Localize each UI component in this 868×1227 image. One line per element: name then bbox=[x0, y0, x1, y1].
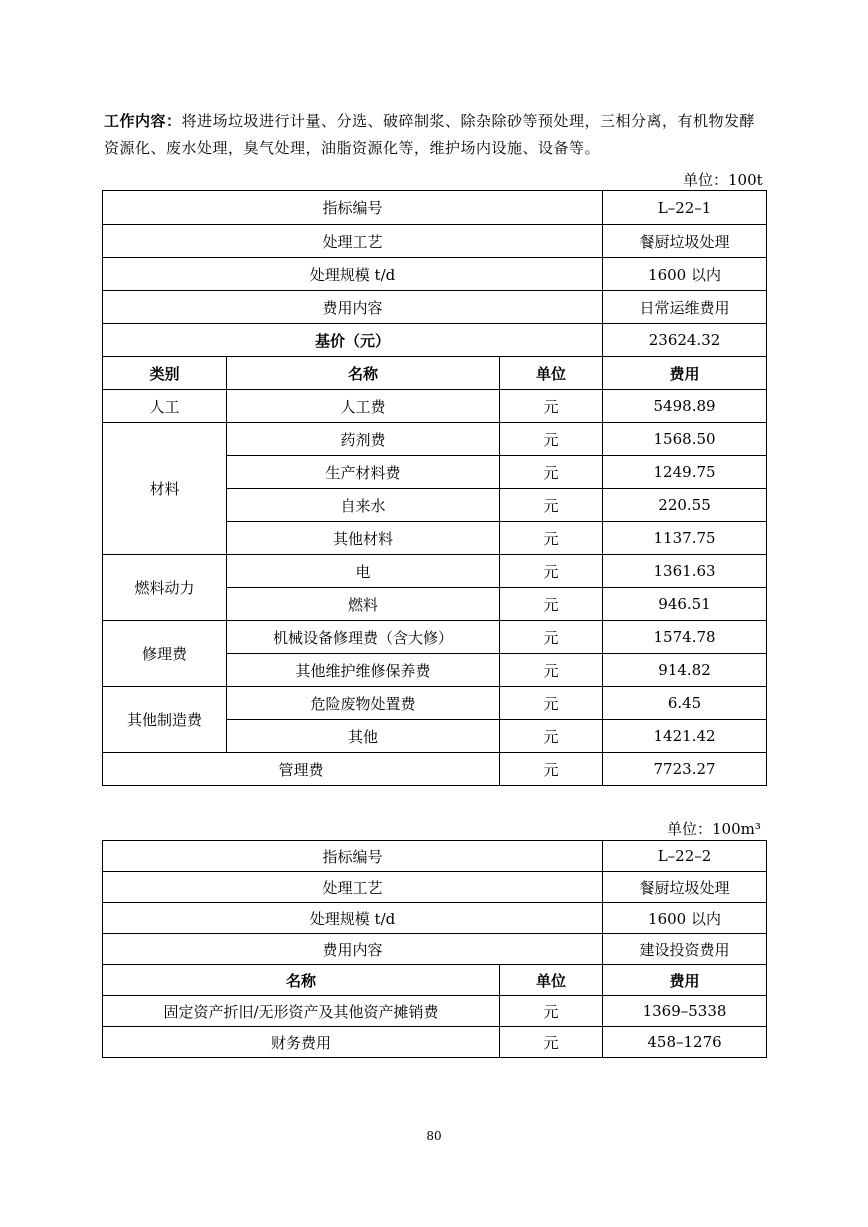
meta-label: 指标编号 bbox=[103, 191, 603, 225]
table1 bbox=[102, 190, 767, 786]
unit-cell: 元 bbox=[500, 522, 603, 555]
table2-meta-row bbox=[103, 934, 767, 965]
cost-cell: 1369–5338 bbox=[603, 996, 767, 1027]
table2-meta-row bbox=[103, 903, 767, 934]
meta-value: L–22–2 bbox=[603, 841, 767, 872]
name-cell: 其他 bbox=[227, 720, 500, 753]
category-cell: 其他制造费 bbox=[103, 687, 227, 753]
category-cell: 修理费 bbox=[103, 621, 227, 687]
unit-cell: 元 bbox=[500, 1027, 603, 1058]
table2-unit: 单位：100m³ bbox=[667, 820, 761, 838]
unit-cell: 元 bbox=[500, 753, 603, 786]
table-row bbox=[103, 423, 767, 456]
cost-cell: 6.45 bbox=[603, 687, 767, 720]
table-row bbox=[103, 996, 767, 1027]
cost-cell: 946.51 bbox=[603, 588, 767, 621]
meta-value: 餐厨垃圾处理 bbox=[603, 872, 767, 903]
name-cell: 电 bbox=[227, 555, 500, 588]
header-name: 名称 bbox=[227, 357, 500, 390]
unit-cell: 元 bbox=[500, 555, 603, 588]
name-cell: 财务费用 bbox=[103, 1027, 500, 1058]
unit-cell: 元 bbox=[500, 621, 603, 654]
table1-unit: 单位：100t bbox=[683, 171, 763, 189]
name-cell: 燃料 bbox=[227, 588, 500, 621]
table2-meta-row bbox=[103, 872, 767, 903]
table1-meta-row bbox=[103, 291, 767, 324]
category-cell: 燃料动力 bbox=[103, 555, 227, 621]
management-label: 管理费 bbox=[103, 753, 500, 786]
header-unit: 单位 bbox=[500, 357, 603, 390]
cost-cell: 1361.63 bbox=[603, 555, 767, 588]
name-cell: 生产材料费 bbox=[227, 456, 500, 489]
name-cell: 其他维护维修保养费 bbox=[227, 654, 500, 687]
table1-meta-row bbox=[103, 225, 767, 258]
cost-cell: 1249.75 bbox=[603, 456, 767, 489]
cost-cell: 5498.89 bbox=[603, 390, 767, 423]
table1-management-row bbox=[103, 753, 767, 786]
work-content-paragraph bbox=[104, 108, 768, 162]
meta-label: 费用内容 bbox=[103, 291, 603, 324]
base-price-value: 23624.32 bbox=[603, 324, 767, 357]
meta-value: 日常运维费用 bbox=[603, 291, 767, 324]
table-row bbox=[103, 621, 767, 654]
table1-meta-row bbox=[103, 258, 767, 291]
work-content-text: 将进场垃圾进行计量、分选、破碎制浆、除杂除砂等预处理，三相分离，有机物发酵资源化、废水处理，臭气处理，油脂资源化等，维护场内设施、设备等。 bbox=[104, 112, 756, 157]
category-cell: 材料 bbox=[103, 423, 227, 555]
meta-label: 处理规模 t/d bbox=[103, 258, 603, 291]
unit-cell: 元 bbox=[500, 687, 603, 720]
meta-label: 处理工艺 bbox=[103, 225, 603, 258]
table1-base-price-row bbox=[103, 324, 767, 357]
unit-cell: 元 bbox=[500, 423, 603, 456]
name-cell: 其他材料 bbox=[227, 522, 500, 555]
unit-cell: 元 bbox=[500, 996, 603, 1027]
header-category: 类别 bbox=[103, 357, 227, 390]
meta-value: 餐厨垃圾处理 bbox=[603, 225, 767, 258]
unit-cell: 元 bbox=[500, 489, 603, 522]
table-row bbox=[103, 390, 767, 423]
table2 bbox=[102, 840, 767, 1058]
cost-cell: 458–1276 bbox=[603, 1027, 767, 1058]
table-row bbox=[103, 1027, 767, 1058]
unit-cell: 元 bbox=[500, 390, 603, 423]
table-row bbox=[103, 687, 767, 720]
name-cell: 人工费 bbox=[227, 390, 500, 423]
cost-cell: 914.82 bbox=[603, 654, 767, 687]
cost-cell: 1137.75 bbox=[603, 522, 767, 555]
work-content-label: 工作内容： bbox=[104, 112, 182, 130]
table2-header-row bbox=[103, 965, 767, 996]
header-unit: 单位 bbox=[500, 965, 603, 996]
name-cell: 固定资产折旧/无形资产及其他资产摊销费 bbox=[103, 996, 500, 1027]
cost-cell: 220.55 bbox=[603, 489, 767, 522]
unit-cell: 元 bbox=[500, 654, 603, 687]
meta-value: 建设投资费用 bbox=[603, 934, 767, 965]
header-cost: 费用 bbox=[603, 357, 767, 390]
table-row bbox=[103, 555, 767, 588]
category-cell: 人工 bbox=[103, 390, 227, 423]
meta-label: 费用内容 bbox=[103, 934, 603, 965]
name-cell: 自来水 bbox=[227, 489, 500, 522]
page-number: 80 bbox=[426, 1129, 442, 1143]
cost-cell: 7723.27 bbox=[603, 753, 767, 786]
base-price-label: 基价（元） bbox=[103, 324, 603, 357]
meta-label: 处理工艺 bbox=[103, 872, 603, 903]
cost-cell: 1574.78 bbox=[603, 621, 767, 654]
cost-cell: 1421.42 bbox=[603, 720, 767, 753]
table2-meta-row bbox=[103, 841, 767, 872]
unit-cell: 元 bbox=[500, 720, 603, 753]
unit-cell: 元 bbox=[500, 456, 603, 489]
unit-cell: 元 bbox=[500, 588, 603, 621]
meta-value: 1600 以内 bbox=[603, 903, 767, 934]
table1-header-row bbox=[103, 357, 767, 390]
meta-label: 指标编号 bbox=[103, 841, 603, 872]
header-cost: 费用 bbox=[603, 965, 767, 996]
meta-value: 1600 以内 bbox=[603, 258, 767, 291]
name-cell: 机械设备修理费（含大修） bbox=[227, 621, 500, 654]
name-cell: 药剂费 bbox=[227, 423, 500, 456]
meta-value: L–22–1 bbox=[603, 191, 767, 225]
name-cell: 危险废物处置费 bbox=[227, 687, 500, 720]
header-name: 名称 bbox=[103, 965, 500, 996]
cost-cell: 1568.50 bbox=[603, 423, 767, 456]
meta-label: 处理规模 t/d bbox=[103, 903, 603, 934]
table1-meta-row bbox=[103, 191, 767, 225]
